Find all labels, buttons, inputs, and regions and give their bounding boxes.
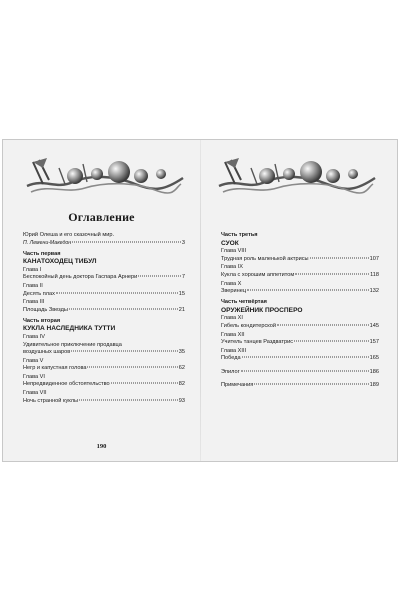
chapter-heading: Глава IX — [221, 264, 243, 271]
left-page — [3, 140, 200, 461]
toc-entry[interactable]: Негр и капустная голова 62 — [23, 365, 185, 372]
chapter-heading: Глава VIII — [221, 248, 247, 255]
toc-entry[interactable]: Гибель кондитерской 145 — [221, 322, 379, 329]
right-page — [201, 140, 397, 461]
toc-entry[interactable]: Учитель танцев Раздватрис 157 — [221, 339, 379, 346]
part-label: Часть вторая — [23, 317, 61, 324]
toc-entry-line[interactable]: Удивительное приключение продавца — [23, 341, 122, 348]
page-number: 118 — [370, 271, 379, 278]
toc-entry[interactable]: Площадь Звезды 21 — [23, 306, 185, 313]
folio-number: 190 — [96, 443, 107, 450]
page-number: 15 — [178, 290, 185, 297]
toc-entry[interactable]: Победа 165 — [221, 355, 379, 362]
intro-title: Юрий Олеша и его сказочный мир. — [23, 232, 114, 238]
part-label: Часть первая — [23, 250, 61, 257]
ornament-icon — [25, 154, 185, 198]
toc-entry-notes[interactable]: Примечания 189 — [221, 382, 379, 389]
book-spread — [2, 139, 398, 462]
toc-left — [23, 232, 185, 405]
part-name: КАНАТОХОДЕЦ ТИБУЛ — [23, 258, 97, 266]
part-name: ОРУЖЕЙНИК ПРОСПЕРО — [221, 306, 303, 314]
page-number: 107 — [369, 255, 379, 262]
intro-author: П. Лемени-Македон — [23, 239, 72, 246]
toc-entry[interactable]: Зверинец 132 — [221, 288, 379, 295]
page-number: 21 — [178, 306, 185, 313]
part-name: СУОК — [221, 239, 239, 247]
page-number: 82 — [178, 381, 185, 388]
chapter-heading: Глава IV — [23, 333, 45, 340]
toc-entry[interactable]: Беспокойный день доктора Гаспара Арнери 7 — [23, 274, 185, 281]
toc-title: Оглавление — [68, 210, 135, 224]
toc-entry[interactable]: Десять плах 15 — [23, 290, 185, 297]
chapter-heading: Глава VI — [23, 373, 45, 380]
toc-entry[interactable]: Ночь странной куклы 93 — [23, 397, 185, 404]
chapter-heading: Глава V — [23, 357, 44, 364]
part-label: Часть четвёртая — [221, 299, 267, 306]
chapter-heading: Глава II — [23, 282, 43, 289]
page-number: 145 — [369, 322, 379, 329]
intro-entry[interactable] — [23, 240, 185, 248]
toc-right — [221, 232, 379, 390]
page-number: 189 — [369, 382, 379, 389]
page-number: 3 — [181, 239, 185, 246]
chapter-heading: Глава III — [23, 299, 45, 306]
page-number: 35 — [178, 349, 185, 356]
page-number: 186 — [369, 368, 379, 375]
part-label: Часть третья — [221, 232, 258, 238]
page-number: 93 — [178, 397, 185, 404]
chapter-heading: Глава VII — [23, 390, 47, 397]
toc-entry[interactable]: воздушных шаров 35 — [23, 349, 185, 356]
toc-entry[interactable]: Кукла с хорошим аппетитом 118 — [221, 271, 379, 278]
page-number: 132 — [369, 288, 379, 295]
part-name: КУКЛА НАСЛЕДНИКА ТУТТИ — [23, 325, 116, 333]
chapter-heading: Глава X — [221, 280, 242, 287]
toc-entry-epilogue[interactable]: Эпилог 186 — [221, 368, 379, 375]
chapter-heading: Глава XI — [221, 315, 243, 322]
toc-entry[interactable]: Трудная роль маленькой актрисы 107 — [221, 255, 379, 262]
page-number: 165 — [369, 355, 379, 362]
chapter-heading: Глава XII — [221, 331, 245, 338]
toc-entry[interactable]: Непредвиденное обстоятельство 82 — [23, 381, 185, 388]
page-number: 7 — [181, 274, 185, 281]
ornament-icon — [217, 154, 377, 198]
page-number: 157 — [369, 339, 379, 346]
chapter-heading: Глава XIII — [221, 347, 247, 354]
chapter-heading: Глава I — [23, 266, 42, 273]
page-number: 62 — [178, 365, 185, 372]
